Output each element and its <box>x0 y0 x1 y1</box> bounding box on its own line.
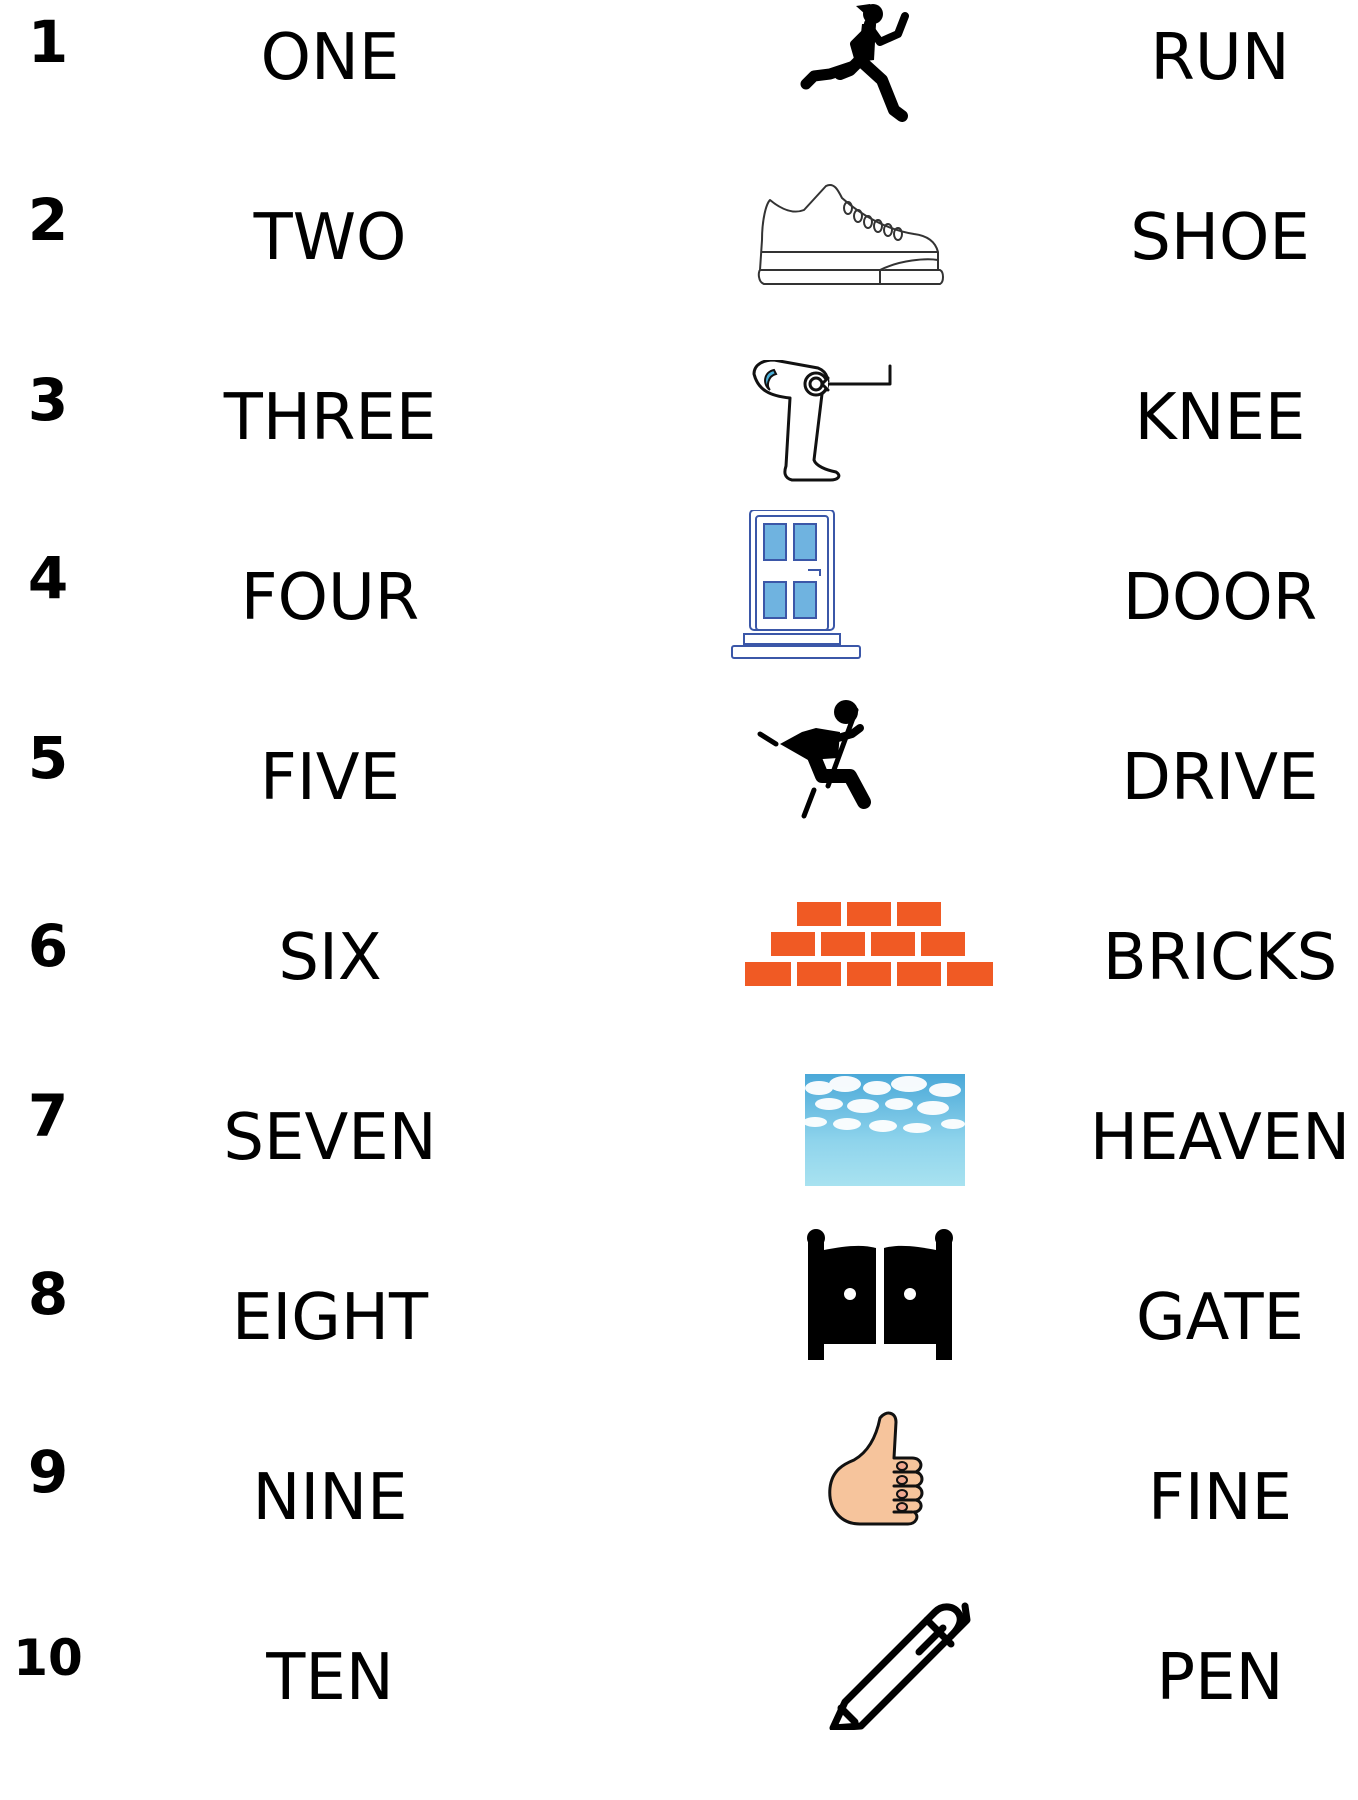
row-number: 9 <box>27 1438 69 1506</box>
row-number: 4 <box>27 544 69 612</box>
driver-icon <box>730 698 1020 868</box>
row-number: 1 <box>27 8 69 76</box>
row-number: 6 <box>27 912 69 980</box>
list-item <box>0 180 1358 360</box>
number-word: FOUR <box>240 561 420 635</box>
number-word: NINE <box>252 1461 408 1535</box>
rhyme-word: GATE <box>1136 1281 1304 1355</box>
rhyme-word: FINE <box>1148 1461 1292 1535</box>
list-item <box>0 720 1358 900</box>
list-item <box>0 1620 1358 1800</box>
rhyme-word: PEN <box>1156 1641 1284 1715</box>
row-number: 7 <box>27 1082 69 1150</box>
knee-icon <box>730 360 1020 530</box>
number-word: TWO <box>253 201 407 275</box>
rhyme-word: DRIVE <box>1121 741 1319 815</box>
rhyme-word: HEAVEN <box>1089 1101 1351 1175</box>
rhyme-word: RUN <box>1150 21 1290 95</box>
running-person-icon <box>730 0 1020 170</box>
number-word: SIX <box>278 921 382 995</box>
list-item <box>0 1440 1358 1620</box>
list-item <box>0 360 1358 540</box>
number-word: THREE <box>223 381 437 455</box>
row-number: 10 <box>13 1629 83 1687</box>
list-item <box>0 540 1358 720</box>
row-number: 8 <box>27 1260 69 1328</box>
rhyme-word: BRICKS <box>1102 921 1338 995</box>
list-item <box>0 0 1358 180</box>
row-number: 5 <box>27 724 69 792</box>
shoe-icon <box>730 180 1020 350</box>
row-number: 3 <box>27 366 69 434</box>
number-word: FIVE <box>260 741 400 815</box>
list-item <box>0 1260 1358 1440</box>
bricks-icon <box>745 902 1035 1072</box>
row-number: 2 <box>27 186 69 254</box>
number-word: TEN <box>266 1641 394 1715</box>
number-word: SEVEN <box>223 1101 437 1175</box>
door-icon <box>730 510 1020 680</box>
list-item <box>0 900 1358 1080</box>
list-item <box>0 1080 1358 1260</box>
number-word: ONE <box>260 21 400 95</box>
rhyme-word: SHOE <box>1130 201 1310 275</box>
rhyme-word: KNEE <box>1134 381 1306 455</box>
rhyme-word: DOOR <box>1122 561 1318 635</box>
number-word: EIGHT <box>231 1281 429 1355</box>
